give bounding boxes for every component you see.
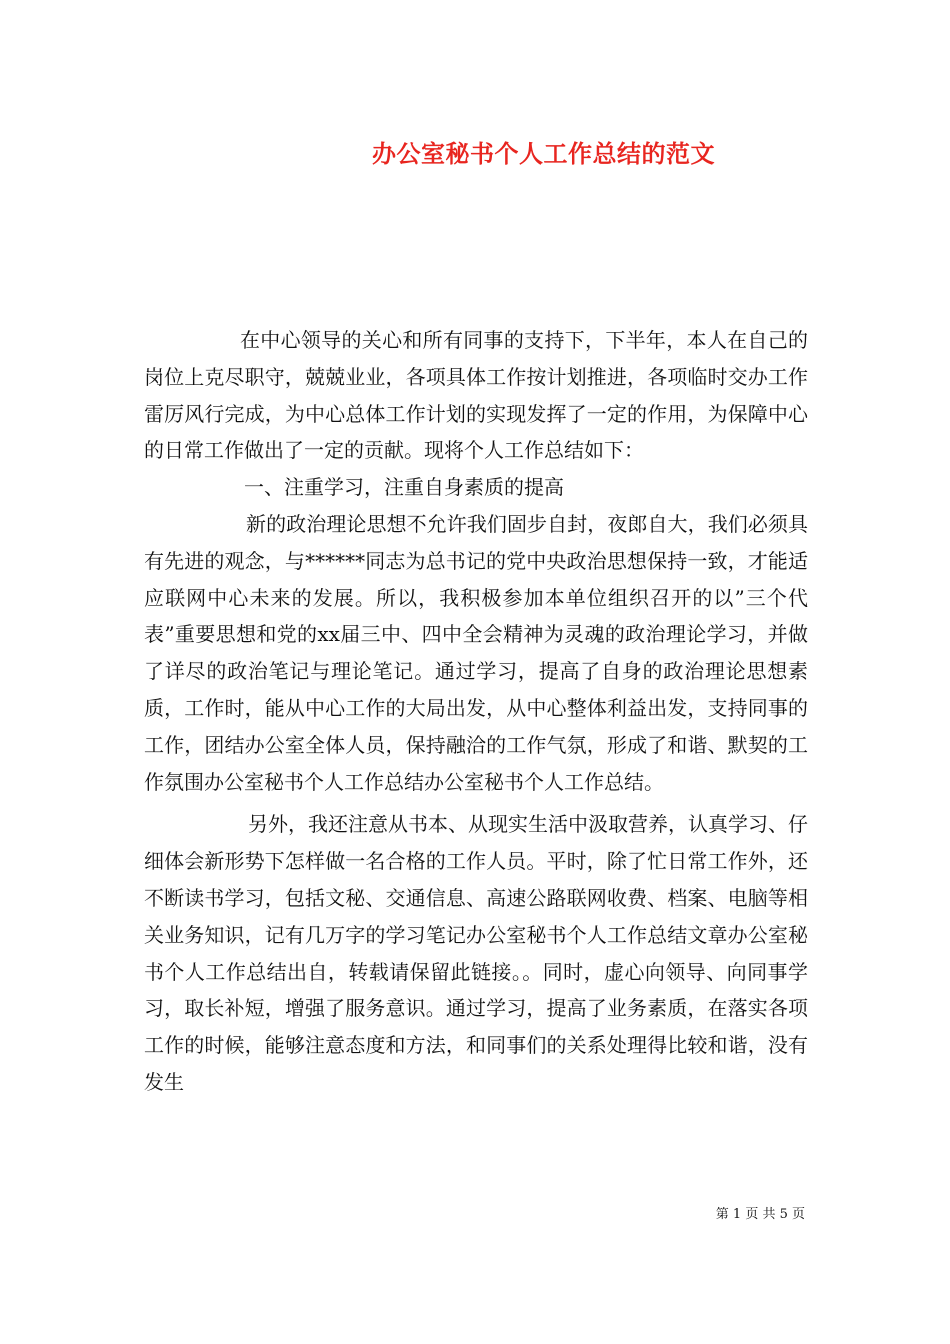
paragraph-intro: 在中心领导的关心和所有同事的支持下，下半年，本人在自己的岗位上克尽职守，兢兢业业，各项具体工作按计划推进，各项临时交办工作雷厉风行完成，为中心总体工作计划的实现发挥了一定的作用，为保障中心的日常工作做出了一定的贡献。现将个人工作总结如下： [144, 328, 808, 463]
document-title: 办公室秘书个人工作总结的范文 [372, 139, 715, 168]
document-body [144, 322, 808, 1101]
paragraph-additional: 另外，我还注意从书本、从现实生活中汲取营养，认真学习、仔细体会新形势下怎样做一名合格的工作人员。平时，除了忙日常工作外，还不断读书学习，包括文秘、交通信息、高速公路联网收费、档案、电脑等相关业务知识，记有几万字的学习笔记办公室秘书个人工作总结文章办公室秘书个人工作总结出自，转载请保留此链接。。同时，虚心向领导、向同事学习，取长补短，增强了服务意识。通过学习，提高了业务素质，在落实各项工作的时候，能够注意态度和方法，和同事们的关系处理得比较和谐，没有发生 [144, 812, 808, 1094]
paragraph-study: 新的政治理论思想不允许我们固步自封，夜郎自大，我们必须具有先进的观念，与******同志为总书记的党中央政治思想保持一致，才能适应联网中心未来的发展。所以，我积极参加本单位组织召开的以”三个代表”重要思想和党的xx届三中、四中全会精神为灵魂的政治理论学习，并做了详尽的政治笔记与理论笔记。通过学习，提高了自身的政治理论思想素质，工作时，能从中心工作的大局出发，从中心整体利益出发，支持同事的工作，团结办公室全体人员，保持融洽的工作气氛，形成了和谐、默契的工作氛围办公室秘书个人工作总结办公室秘书个人工作总结。 [144, 511, 808, 794]
section-heading-1: 一、注重学习，注重自身素质的提高 [244, 475, 564, 500]
page-number-footer: 第 1 页 共 5 页 [715, 1207, 805, 1222]
